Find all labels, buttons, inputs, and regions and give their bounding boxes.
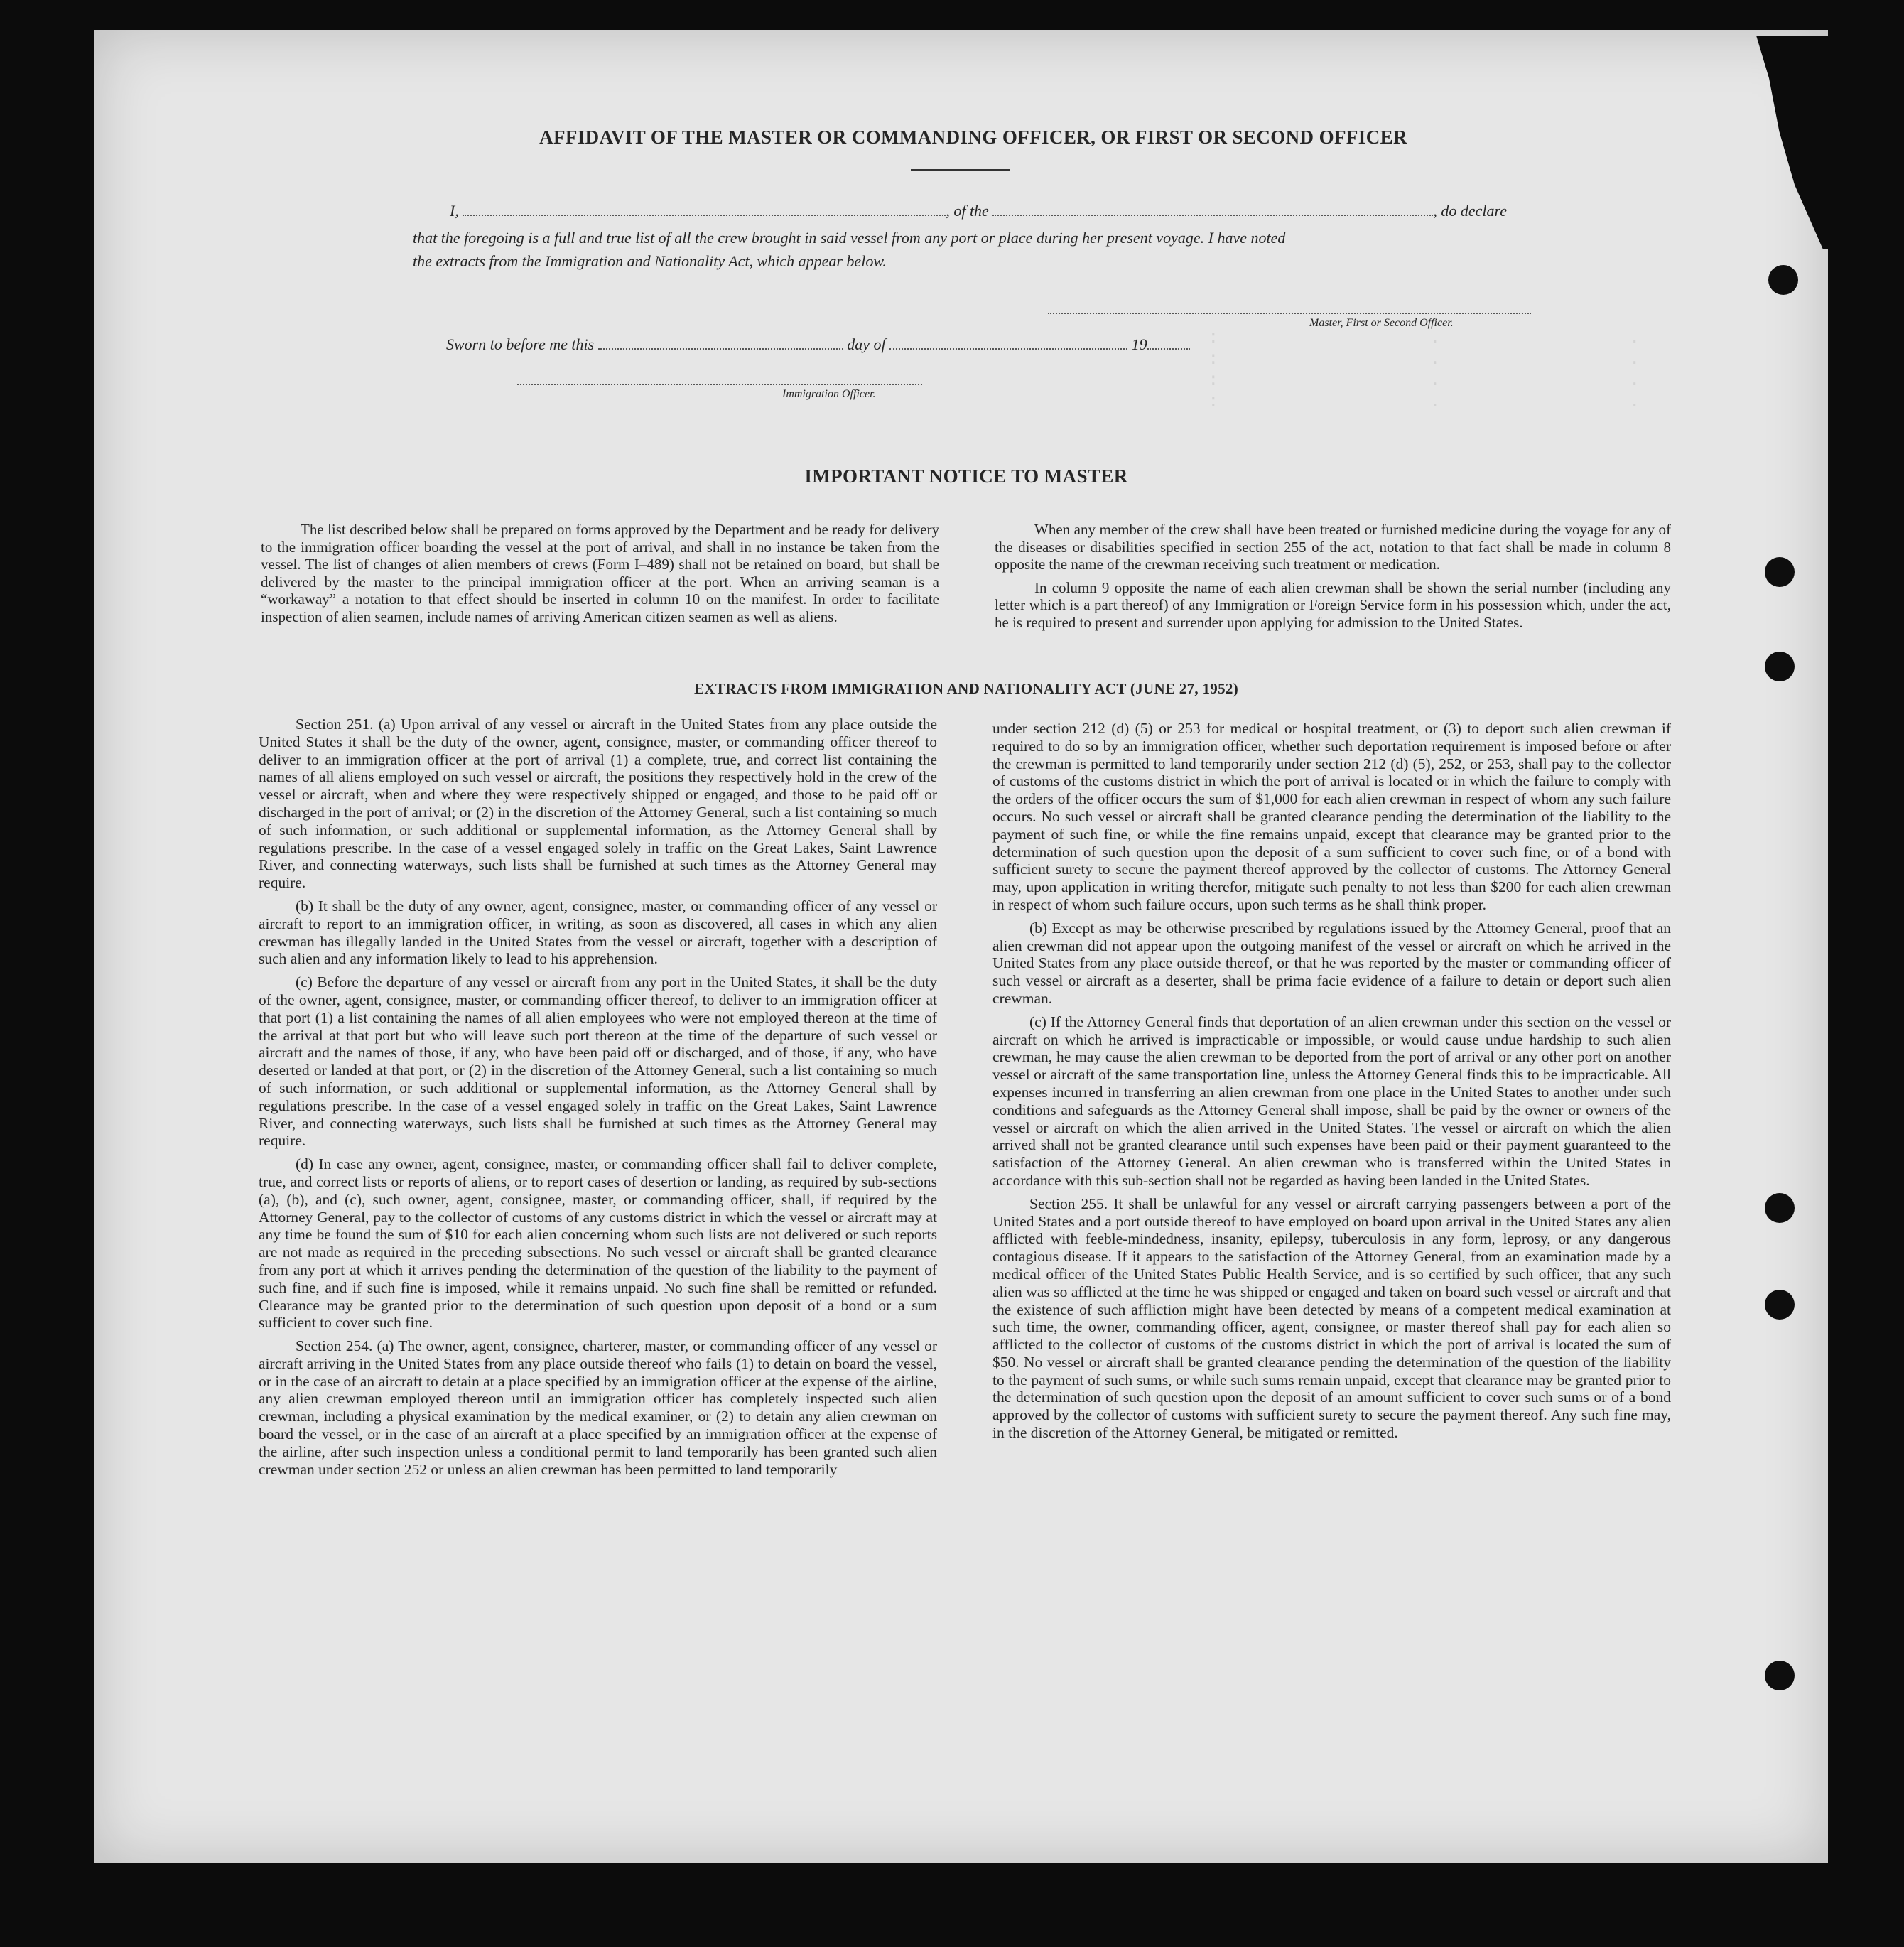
extracts-title: EXTRACTS FROM IMMIGRATION AND NATIONALITY ACT (JUNE 27, 1952) xyxy=(694,680,1238,697)
notice-paragraph: In column 9 opposite the name of each alien crewman shall be shown the serial number (including any letter which is a part thereof) of any Immigration or Foreign Service form in his possession which, under the act, he is required to present and surrender upon applying for admission to the United States. xyxy=(995,578,1671,631)
affidavit-title: AFFIDAVIT OF THE MASTER OR COMMANDING OFFICER, OR FIRST OR SECOND OFFICER xyxy=(539,126,1407,148)
section-255: Section 255. It shall be unlawful for any vessel or aircraft carrying passengers between a port of the United States and a port outside thereof to have employed on board upon arrival in the United States any alien afflicted with feeble-mindedness, insanity, epilepsy, tuberculosis in any form, leprosy, or any dangerous contagious disease. If it appears to the satisfaction of the Attorney General, from an examination made by a medical officer of the United States Public Health Service, and is so certified by such officer, that any such alien was so afflicted at the time he was shipped or engaged and taken on board such vessel or aircraft and that the existence of such affliction might have been detected by means of a competent medical examination at such time, the owner, commanding officer, agent, consignee, or master thereof shall pay for each alien so afflicted to the collector of customs of the customs district in which the port of arrival is located the sum of $50. No vessel or aircraft shall be granted clearance pending the determination of the question of the liability to the payment of such sums, or while such sums remain unpaid, except that clearance may be granted prior to the determination of such question upon the deposit of an amount sufficient to cover such sums or of a bond approved by the collector of customs with sufficient surety to secure the payment thereof. Any such fine may, in the discretion of the Attorney General, be mitigated or remitted. xyxy=(992,1194,1671,1442)
decl-do-declare: , do declare xyxy=(1433,202,1507,220)
extracts-right-column xyxy=(992,720,1671,1447)
decl-i: I, xyxy=(450,202,459,220)
section-251a: Section 251. (a) Upon arrival of any vessel or aircraft in the United States from any place outside the United States it shall be the duty of the owner, agent, consignee, master, or commanding officer thereof to deliver to an immigration officer at the port of arrival (1) a complete, true, and correct list containing the names of all aliens employed on such vessel or aircraft, the positions they respectively hold in the crew of the vessel or aircraft, when and where they were respectively shipped or engaged, and those to be paid off or discharged in the port of arrival; or (2) in the discretion of the Attorney General, such a list containing so much of such information, or such additional or supplemental information, as the Attorney General shall by regulations prescribe. In the case of a vessel engaged solely in traffic on the Great Lakes, Saint Lawrence River, and connecting waterways, such lists shall be furnished at such times as the Attorney General may require. xyxy=(259,716,937,892)
officer-caption: Immigration Officer. xyxy=(782,388,876,400)
bleed-through: : . . : . . : . . : . . xyxy=(1208,327,1640,412)
punch-hole xyxy=(1765,1661,1795,1690)
title-rule xyxy=(911,169,1010,171)
punch-hole xyxy=(1765,652,1795,681)
section-254a-continued: under section 212 (d) (5) or 253 for medical or hospital treatment, or (3) to deport such alien crewman if required to do so by an immigration officer, whether such deportation requirement is imposed before or after the crewman is permitted to land temporarily under section 212 (d) (5), 252, or 253, shall pay to the collector of customs of the customs district in which the port of arrival is located or in which the failure to comply with the orders of the officer occurs the sum of $1,000 for each alien crewman in respect of whom any such failure occurs. No such vessel or aircraft shall be granted clearance pending the determination of the liability to the payment of such fine, or while the fine remains unpaid, except that clearance may be granted prior to the determination of such question upon the deposit of a sum sufficient to cover such fine, or of a bond with sufficient surety to secure the payment thereof approved by the collector of customs. The Attorney General may, upon application in writing therefor, mitigate such penalty to not less than $200 for each alien crewman in respect of whom such failure occurs, upon such terms as he shall think proper. xyxy=(992,720,1671,913)
officer-signature-line[interactable] xyxy=(517,384,922,385)
name-field[interactable] xyxy=(463,215,946,216)
master-signature-line[interactable] xyxy=(1048,313,1531,314)
notice-title: IMPORTANT NOTICE TO MASTER xyxy=(804,465,1128,487)
section-251d: (d) In case any owner, agent, consignee, master, or commanding officer shall fail to deliver complete, true, and correct lists or reports of aliens, or to report cases of desertion or landing, as required by sub-sections (a), (b), and (c), such owner, agent, consignee, master, or commanding officer, shall, if required by the Attorney General, pay to the collector of customs of any customs district in which the vessel or aircraft may at any time be found the sum of $10 for each alien concerning whom such lists are not delivered or such reports are not made as required in the preceding subsections. No such vessel or aircraft shall be granted clearance from any port at which it arrives pending the determination of the question of the liability to the payment of such fine, and if such fine is imposed, while it remains unpaid. No such fine shall be remitted or refunded. Clearance may be granted prior to the determination of such question upon deposit of a bond or a sum sufficient to cover such fine. xyxy=(259,1155,937,1332)
extracts-left-column xyxy=(259,716,937,1484)
section-254b: (b) Except as may be otherwise prescribed by regulations issued by the Attorney General, proof that an alien crewman did not appear upon the outgoing manifest of the vessel or aircraft on which he arrived in the United States from any place outside thereof, or that he was reported by the master or commanding officer of such vessel or aircraft as a deserter, shall be prima facie evidence of a failure to detain or deport such alien crewman. xyxy=(992,919,1671,1007)
notice-left-column xyxy=(261,521,939,632)
punch-hole xyxy=(1768,265,1798,295)
sworn-month-field[interactable] xyxy=(889,348,1127,350)
master-caption: Master, First or Second Officer. xyxy=(1309,317,1454,329)
sworn-day-field[interactable] xyxy=(598,348,843,350)
decl-of-the: , of the xyxy=(946,202,989,220)
notice-right-column xyxy=(995,521,1671,637)
sworn-label: Sworn to before me this xyxy=(446,335,595,353)
declaration-line-2: that the foregoing is a full and true list of all the crew brought in said vessel from any port or place during her present voyage. I have noted xyxy=(413,229,1286,247)
declaration-line-1 xyxy=(450,202,1507,220)
section-254c: (c) If the Attorney General finds that deportation of an alien crewman under this section on the vessel or aircraft on which he arrived is impracticable or impossible, or would cause undue hardship to such alien crewman, he may cause the alien crewman to be deported from the port of arrival or any other port on another vessel or aircraft of the same transportation line, unless the Attorney General finds this to be impracticable. All expenses incurred in transferring an alien crewman from one place in the United States to another under such conditions and safeguards as the Attorney General shall impose, shall be paid by the owner or owners of the vessel or aircraft on which the alien arrived in the United States. The vessel or aircraft on which the alien arrived shall not be granted clearance until such expenses have been paid or their payment guaranteed to the satisfaction of the Attorney General. An alien crewman who is transferred within the United States in accordance with this sub-section shall not be regarded as having been landed in the United States. xyxy=(992,1013,1671,1189)
punch-hole xyxy=(1765,1193,1795,1223)
notice-paragraph: The list described below shall be prepared on forms approved by the Department and be ready for delivery to the immigration officer boarding the vessel at the port of arrival, and shall in no instance be taken from the vessel. The list of changes of alien members of crews (Form I–489) shall not be retained on board, but shall be delivered by the master to the principal immigration officer at the port. When an arriving seaman is a “workaway” a notation to that effect should be inserted in column 10 on the manifest. In order to facilitate inspection of alien seamen, include names of arriving American citizen seamen as well as aliens. xyxy=(261,521,939,625)
section-254a: Section 254. (a) The owner, agent, consignee, charterer, master, or commanding officer of any vessel or aircraft arriving in the United States from any place outside thereof who fails (1) to detain on board the vessel, or in the case of an aircraft to detain at a place specified by an immigration officer at the expense of the airline, any alien crewman employed thereon until an immigration officer has completely inspected such alien crewman, including a physical examination by the medical examiner, or (2) to detain any alien crewman on board the vessel, or in the case of an aircraft at a place specified by an immigration officer at the expense of the airline, after such inspection unless a conditional permit to land temporarily has been granted such alien crewman under section 252 or unless an alien crewman has been permitted to land temporarily xyxy=(259,1337,937,1478)
section-251b: (b) It shall be the duty of any owner, agent, consignee, master, or commanding officer of any vessel or aircraft to report to an immigration officer, in writing, as soon as discovered, all cases in which any alien crewman has illegally landed in the United States from the vessel or aircraft, together with a description of such alien and any information likely to lead to his apprehension. xyxy=(259,897,937,968)
day-of-label: day of xyxy=(847,335,886,353)
vessel-field[interactable] xyxy=(992,215,1433,216)
sworn-line xyxy=(446,335,1190,354)
declaration-line-3: the extracts from the Immigration and Nationality Act, which appear below. xyxy=(413,252,887,270)
notice-paragraph: When any member of the crew shall have been treated or furnished medicine during the voyage for any of the diseases or disabilities specified in section 255 of the act, notation to that fact shall be made in column 8 opposite the name of the crewman receiving such treatment or medication. xyxy=(995,521,1671,573)
year-prefix: 19 xyxy=(1131,335,1147,353)
sworn-year-field[interactable] xyxy=(1147,348,1190,350)
punch-hole xyxy=(1765,557,1795,587)
section-251c: (c) Before the departure of any vessel or aircraft from any port in the United States, it shall be the duty of the owner, agent, consignee, master, or commanding officer thereof, to deliver to an immigration officer at that port (1) a list containing the names of all alien employees who were not employed thereon at the time of the arrival at that port but who will leave such port thereon at the time of the departure of such vessel or aircraft and the names of those, if any, who have been paid off or discharged, and of those, if any, who have deserted or landed at that port, or (2) in the discretion of the Attorney General, such a list containing so much of such information, or such additional or supplemental information, as the Attorney General shall by regulations prescribe. In the case of a vessel engaged solely in traffic on the Great Lakes, Saint Lawrence River, and connecting waterways, such lists shall be furnished at such times as the Attorney General may require. xyxy=(259,974,937,1150)
punch-hole xyxy=(1765,1290,1795,1320)
